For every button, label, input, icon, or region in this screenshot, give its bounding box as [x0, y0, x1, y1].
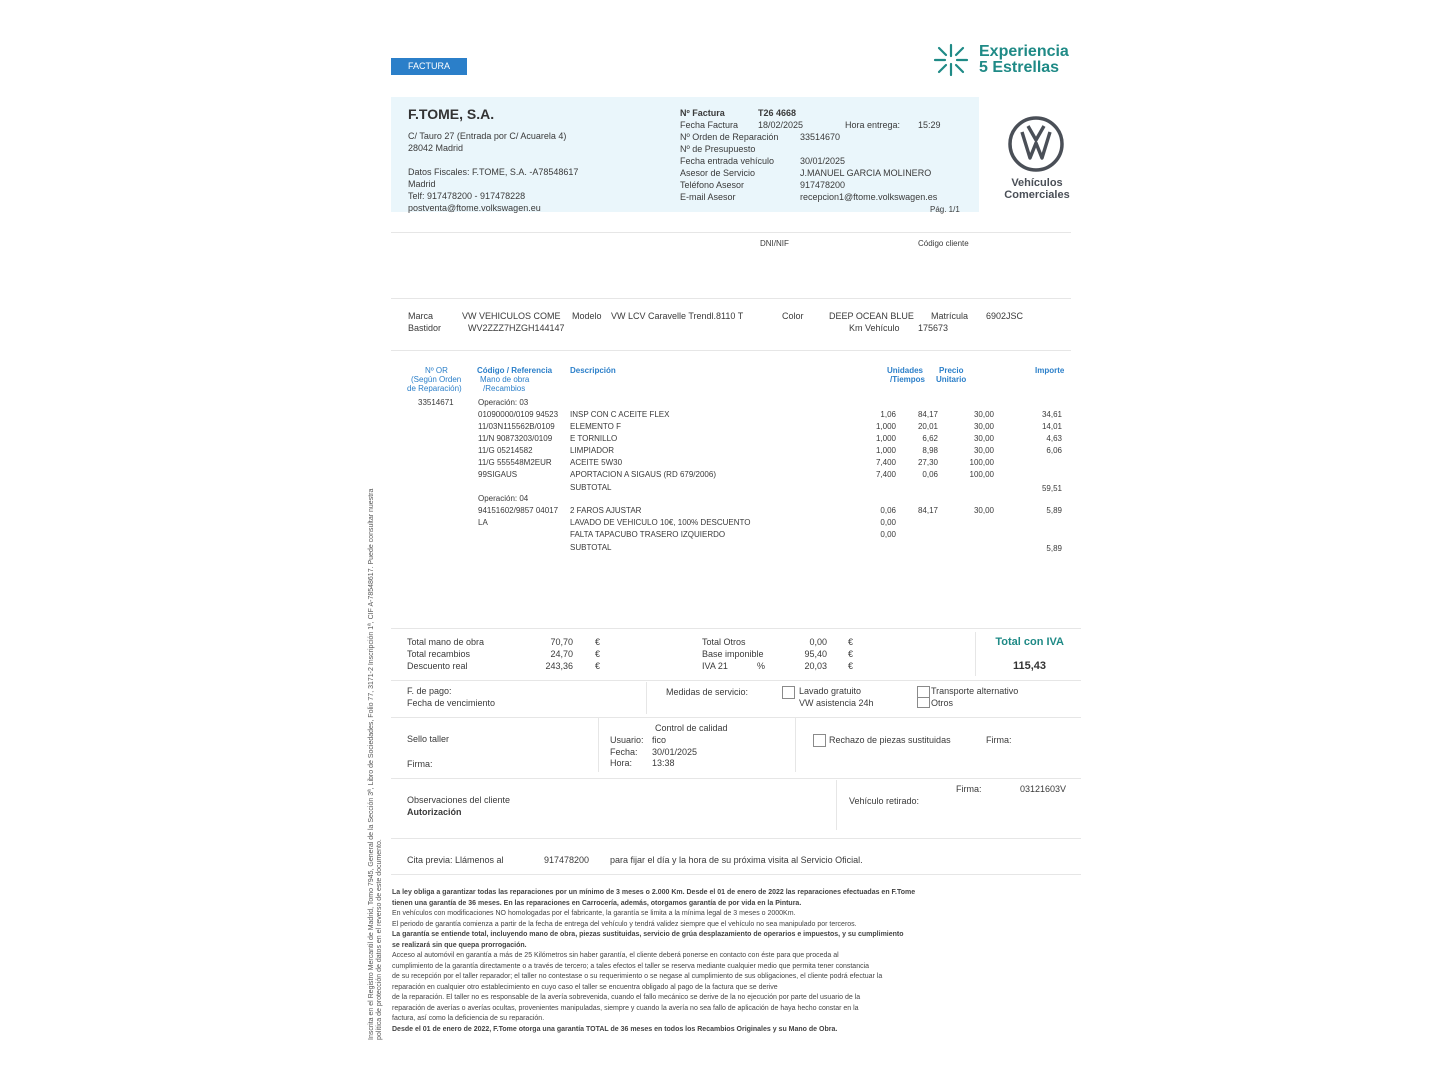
qc-date: 30/01/2025 — [652, 747, 698, 757]
item-discount: 30,00 — [973, 422, 994, 431]
other-total-label: Total Otros — [702, 637, 746, 647]
table-row — [478, 518, 1068, 529]
col-units-l2: /Tiempos — [890, 375, 925, 384]
legal-line: tienen una garantía de 36 meses. En las reparaciones en Carrocería, además, otorgamos garantía de por vida en la Pintura. — [392, 899, 802, 907]
item-unit-price: 8,98 — [922, 446, 938, 455]
divider — [391, 628, 1081, 629]
item-discount: 30,00 — [973, 446, 994, 455]
item-description: FALTA TAPACUBO TRASERO IZQUIERDO — [570, 530, 726, 539]
advisor-email-label: E-mail Asesor — [680, 192, 736, 202]
authorization-label: Autorización — [407, 807, 462, 817]
item-code: 11/G 05214582 — [478, 446, 533, 455]
vw-line2: Comerciales — [1004, 189, 1070, 201]
collection-signature-label: Firma: — [956, 784, 982, 794]
vat-currency: € — [848, 661, 854, 671]
item-code: 11/G 555548M2EUR — [478, 458, 552, 467]
divider — [391, 838, 1081, 839]
vw-line1: Vehículos — [1011, 177, 1063, 189]
plate-value: 6902JSC — [986, 311, 1024, 321]
item-discount: 30,00 — [973, 506, 994, 515]
service-measures-label: Medidas de servicio: — [666, 687, 749, 697]
parts-total: 24,70 — [550, 649, 573, 659]
invoice-number: T26 4668 — [758, 108, 797, 118]
other-total: 0,00 — [809, 637, 827, 647]
color-label: Color — [782, 311, 804, 321]
vw-logo-block — [990, 112, 1084, 207]
advisor-phone-label: Teléfono Asesor — [680, 180, 745, 190]
advisor-name: J.MANUEL GARCIA MOLINERO — [800, 168, 932, 178]
divider — [391, 778, 1081, 779]
advisor-email: recepcion1@ftome.volkswagen.es — [800, 192, 938, 202]
model-label: Modelo — [572, 311, 602, 321]
table-row — [478, 530, 1068, 541]
vw-logo-icon — [1007, 115, 1065, 173]
company-address2: 28042 Madrid — [408, 143, 464, 153]
discount-total: 243,36 — [545, 661, 573, 671]
divider — [391, 298, 1071, 299]
divider — [391, 680, 1081, 681]
item-units: 1,000 — [875, 422, 896, 431]
subtotal-2-label: SUBTOTAL — [570, 543, 612, 552]
vehicle-collected-label: Vehículo retirado: — [849, 796, 920, 806]
experiencia-line1: Experiencia — [979, 43, 1069, 60]
legal-line: cumplimiento de la garantía directamente o a través de tercero; a tales efectos el taller se reserva mediante cualquier medio que permita tener constancia — [392, 962, 870, 970]
item-unit-price: 20,01 — [917, 422, 938, 431]
tax-base-label: Base imponible — [702, 649, 764, 659]
alt-transport-label: Transporte alternativo — [931, 686, 1019, 696]
col-or-l1: Nº OR — [425, 366, 448, 375]
invoice-info — [680, 107, 970, 215]
divider — [391, 350, 1071, 351]
km-label: Km Vehículo — [849, 323, 900, 333]
brand-label: Marca — [408, 311, 434, 321]
operation-2-label: Operación: 04 — [478, 494, 529, 503]
company-address1: C/ Tauro 27 (Entrada por C/ Acuarela 4) — [408, 131, 567, 141]
legal-line: En vehículos con modificaciones NO homologadas por el fabricante, la garantía se limita a la mínima legal de 3 meses o 2000Km. — [392, 910, 796, 917]
total-with-vat-box — [975, 632, 1076, 676]
table-row — [478, 458, 1068, 469]
invoice-number-label: Nº Factura — [680, 108, 725, 118]
invoice-date-label: Fecha Factura — [680, 120, 739, 130]
legal-line: La ley obliga a garantizar todas las reparaciones por un mínimo de 3 meses o 2.000 Km. Desde el 01 de enero de 2022 las reparaciones efectuadas en F.Tome — [392, 889, 916, 896]
item-description: LAVADO DE VEHICULO 10€, 100% DESCUENTO — [570, 518, 751, 527]
divider — [391, 874, 1081, 875]
item-units: 1,000 — [875, 446, 896, 455]
table-row — [478, 446, 1068, 457]
star-burst-icon — [932, 42, 970, 78]
item-discount: 100,00 — [969, 458, 994, 467]
free-wash-label: Lavado gratuito — [799, 686, 862, 696]
company-city: Madrid — [408, 179, 436, 189]
entry-date-label: Fecha entrada vehículo — [680, 156, 775, 166]
item-units: 1,000 — [875, 434, 896, 443]
item-description: INSP CON C ACEITE FLEX — [570, 410, 670, 419]
table-row — [478, 422, 1068, 433]
col-code-l1: Código / Referencia — [477, 366, 553, 375]
item-amount: 4,63 — [1046, 434, 1062, 443]
experiencia-line2: 5 Estrellas — [979, 59, 1060, 76]
divider — [836, 780, 837, 830]
discount-label: Descuento real — [407, 661, 468, 671]
model-value: VW LCV Caravelle Trendl.8110 T — [611, 311, 744, 321]
col-description: Descripción — [570, 366, 616, 375]
vat-amount: 20,03 — [804, 661, 827, 671]
company-phone: Telf: 917478200 - 917478228 — [408, 191, 526, 201]
other-currency: € — [848, 637, 854, 647]
parts-rejection-label: Rechazo de piezas sustituidas — [829, 735, 951, 745]
col-price-l1: Precio — [939, 366, 964, 375]
roadside-assistance-label: VW asistencia 24h — [799, 698, 874, 708]
vat-label: IVA 21 — [702, 661, 728, 671]
subtotal-2-value: 5,89 — [1046, 544, 1062, 553]
table-row — [478, 470, 1068, 481]
due-date-label: Fecha de vencimiento — [407, 698, 496, 708]
divider — [391, 232, 1071, 233]
total-with-vat: 115,43 — [1012, 660, 1046, 672]
quality-control-label: Control de calidad — [655, 723, 728, 733]
dni-label: DNI/NIF — [760, 239, 789, 248]
item-units: 7,400 — [875, 458, 896, 467]
legal-line: El periodo de garantía comienza a partir de la fecha de entrega del vehículo y tendrá validez siempre que el vehículo no sea manipulado por terceros. — [392, 920, 857, 928]
legal-line: factura, así como la deficiencia de su reparación. — [392, 1015, 545, 1022]
item-code: 01090000/0109 94523 — [478, 410, 559, 419]
item-discount: 30,00 — [973, 434, 994, 443]
company-email: postventa@ftome.volkswagen.eu — [408, 203, 541, 213]
client-signature-label: Firma: — [986, 735, 1012, 745]
item-amount: 34,61 — [1041, 410, 1062, 419]
experiencia-logo — [932, 42, 1082, 78]
repair-order-label: Nº Orden de Reparación — [680, 132, 779, 142]
item-code: LA — [478, 518, 488, 527]
tax-base: 95,40 — [804, 649, 827, 659]
labour-currency: € — [595, 637, 601, 647]
item-amount: 14,01 — [1041, 422, 1062, 431]
free-wash-checkbox[interactable] — [782, 686, 795, 699]
legal-line: La garantía se entiende total, incluyendo mano de obra, piezas sustituidas, servicio de grúa desplazamiento de operarios e impuestos, y su cumplimiento — [392, 931, 904, 938]
col-amount: Importe — [1035, 366, 1065, 375]
item-description: APORTACION A SIGAUS (RD 679/2006) — [570, 470, 716, 479]
legal-line: reparación de averías o averías ocultas, provenientes manipuladas, siempre y cuando la avería no sea fallo de aplicación de haya hecho constar en la — [392, 1004, 859, 1012]
item-description: ELEMENTO F — [570, 422, 621, 431]
parts-rejection-checkbox[interactable] — [813, 734, 826, 747]
item-amount: 6,06 — [1046, 446, 1062, 455]
total-with-vat-label: Total con IVA — [995, 636, 1064, 648]
workshop-stamp-label: Sello taller — [407, 734, 450, 744]
item-unit-price: 6,62 — [922, 434, 938, 443]
item-amount: 5,89 — [1046, 506, 1062, 515]
col-price-l2: Unitario — [936, 375, 967, 384]
or-number: 33514671 — [418, 398, 454, 407]
color-value: DEEP OCEAN BLUE — [829, 311, 914, 321]
company-block — [408, 106, 578, 214]
qc-user: fico — [652, 735, 667, 745]
company-fiscal: Datos Fiscales: F.TOME, S.A. -A78548617 — [408, 167, 579, 177]
item-units: 0,00 — [880, 518, 896, 527]
advisor-label: Asesor de Servicio — [680, 168, 756, 178]
item-code: 11/N 90873203/0109 — [478, 434, 553, 443]
qc-time-label: Hora: — [610, 758, 633, 768]
brand-value: VW VEHICULOS COME — [462, 311, 561, 321]
item-code: 99SIGAUS — [478, 470, 518, 479]
col-units-l1: Unidades — [887, 366, 924, 375]
operation-1-label: Operación: 03 — [478, 398, 529, 407]
payment-method-label: F. de pago: — [407, 686, 452, 696]
item-description: LIMPIADOR — [570, 446, 615, 455]
vin-label: Bastidor — [408, 323, 442, 333]
parts-total-label: Total recambios — [407, 649, 471, 659]
item-description: ACEITE 5W30 — [570, 458, 623, 467]
item-units: 7,400 — [875, 470, 896, 479]
appointment-prefix: Cita previa: Llámenos al — [407, 855, 504, 865]
appointment-phone: 917478200 — [544, 855, 590, 865]
page-number: Pág. 1/1 — [930, 205, 960, 214]
item-unit-price: 84,17 — [917, 410, 938, 419]
registry-side-text: Inscrita en el Registro Mercantil de Madrid, Tomo 7945, General de la Sección 3ª, Libro de Sociedades, Folio 77, 3171-2 Inscripción 1ª, CIF A-78548617. Puede consultar nuestra política de protección de datos en el reverso de este documento. — [368, 488, 383, 1040]
labour-total-label: Total mano de obra — [407, 637, 485, 647]
document-type-tag: FACTURA — [391, 58, 467, 75]
divider — [795, 718, 796, 772]
discount-currency: € — [595, 661, 601, 671]
qc-time: 13:38 — [652, 758, 675, 768]
legal-line: Desde el 01 de enero de 2022, F.Tome otorga una garantía TOTAL de 36 meses en todos los Recambios Originales y su Mano de Obra. — [392, 1025, 838, 1033]
item-unit-price: 84,17 — [917, 506, 938, 515]
col-or-l3: de Reparación) — [407, 384, 462, 393]
item-description: E TORNILLO — [570, 434, 618, 443]
km-value: 175673 — [918, 323, 949, 333]
legal-line: se realizará sin que quepa prorrogación. — [392, 941, 527, 949]
item-discount: 100,00 — [969, 470, 994, 479]
divider — [391, 717, 1081, 718]
item-discount: 30,00 — [973, 410, 994, 419]
item-code: 11/03N115562B/0109 — [478, 422, 555, 431]
col-code-l3: /Recambios — [483, 384, 526, 393]
legal-line: reparación en cualquier otro establecimiento en cuyo caso el taller se encuentra obligado al pago de la factura que se derive — [392, 983, 778, 991]
tax-base-currency: € — [848, 649, 854, 659]
table-header — [405, 366, 1070, 398]
customer-notes-label: Observaciones del cliente — [407, 795, 511, 805]
other-label: Otros — [931, 698, 954, 708]
vehicle-block — [408, 310, 1058, 336]
workshop-signature-label: Firma: — [407, 759, 433, 769]
item-unit-price: 0,06 — [922, 470, 938, 479]
col-or-l2: (Según Orden — [411, 375, 462, 384]
parts-currency: € — [595, 649, 601, 659]
qc-date-label: Fecha: — [610, 747, 638, 757]
collection-signature-id: 03121603V — [1020, 784, 1067, 794]
item-units: 1,06 — [880, 410, 896, 419]
subtotal-1-value: 59,51 — [1041, 484, 1062, 493]
delivery-time: 15:29 — [918, 120, 941, 130]
item-code: 94151602/9857 04017 — [478, 506, 559, 515]
company-name: F.TOME, S.A. — [408, 106, 495, 122]
appointment-suffix: para fijar el día y la hora de su próxima visita al Servicio Oficial. — [610, 855, 863, 865]
item-unit-price: 27,30 — [917, 458, 938, 467]
item-units: 0,06 — [880, 506, 896, 515]
table-row — [478, 506, 1068, 517]
delivery-time-label: Hora entrega: — [845, 120, 901, 130]
repair-order: 33514670 — [800, 132, 841, 142]
subtotal-1-label: SUBTOTAL — [570, 483, 612, 492]
legal-line: Acceso al automóvil en garantía a más de 25 Kilómetros sin haber garantía, el cliente deberá ponerse en contacto con éste para que proceda al — [392, 952, 839, 959]
legal-line: de la reparación. El taller no es responsable de la avería sobrevenida, cuando el fallo mecánico se derive de la no ejecución por parte del usuario de la — [392, 994, 861, 1001]
vin-value: WV2ZZZ7HZGH144147 — [468, 323, 565, 333]
legal-line: de su recepción por el taller reparador; el taller no contestase o su requerimiento o se negase al cumplimiento de sus obligaciones, el cliente podrá efectuar la — [392, 973, 883, 980]
table-row — [478, 434, 1068, 445]
divider — [646, 682, 647, 714]
entry-date: 30/01/2025 — [800, 156, 846, 166]
divider — [598, 718, 599, 772]
client-code-label: Código cliente — [918, 239, 969, 248]
quote-number-label: Nº de Presupuesto — [680, 144, 756, 154]
labour-total: 70,70 — [550, 637, 573, 647]
qc-user-label: Usuario: — [610, 735, 644, 745]
invoice-date: 18/02/2025 — [758, 120, 804, 130]
table-row — [478, 410, 1068, 421]
plate-label: Matrícula — [931, 311, 969, 321]
other-checkbox[interactable] — [917, 697, 930, 708]
warranty-legal-text — [392, 888, 1072, 1035]
vat-percent-sign: % — [757, 661, 766, 671]
col-code-l2: Mano de obra — [480, 375, 530, 384]
advisor-phone: 917478200 — [800, 180, 846, 190]
item-description: 2 FAROS AJUSTAR — [570, 506, 642, 515]
item-units: 0,00 — [880, 530, 896, 539]
